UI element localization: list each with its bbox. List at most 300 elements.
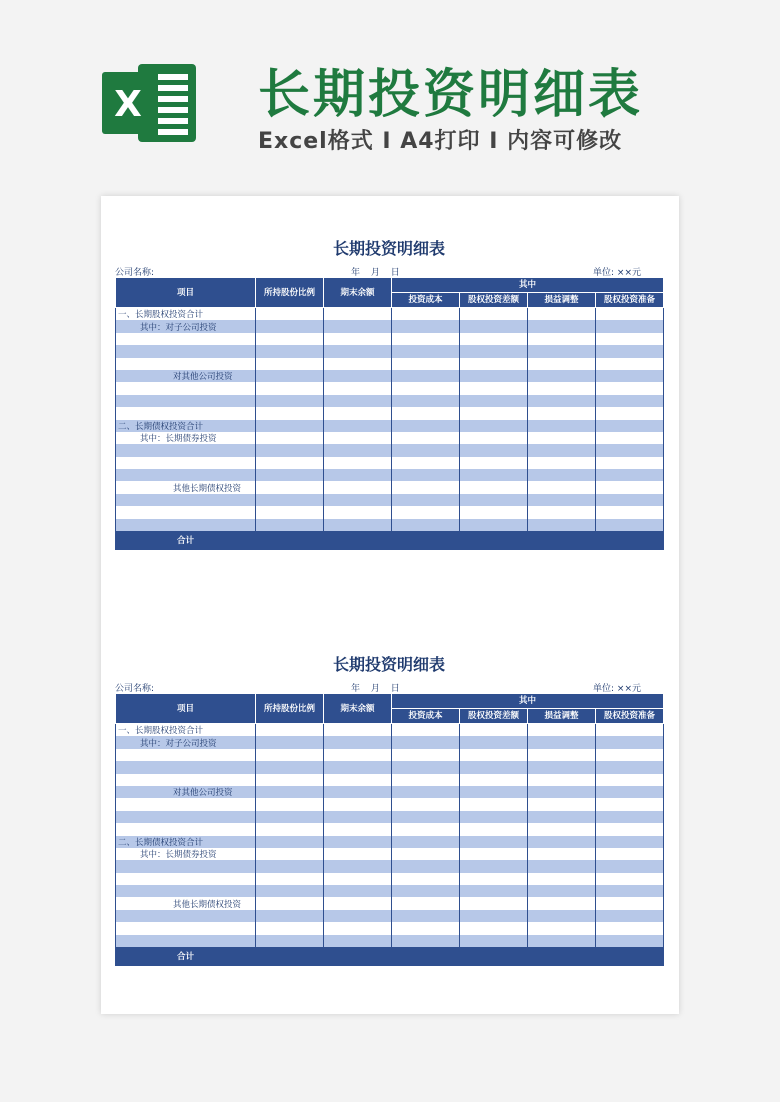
cell[interactable] bbox=[256, 506, 324, 518]
cell[interactable] bbox=[460, 519, 528, 531]
cell[interactable] bbox=[528, 407, 596, 419]
cell[interactable] bbox=[256, 811, 324, 823]
row-label[interactable] bbox=[116, 873, 256, 885]
row-label[interactable] bbox=[116, 494, 256, 506]
cell[interactable] bbox=[528, 506, 596, 518]
cell[interactable] bbox=[596, 860, 664, 872]
cell[interactable] bbox=[528, 444, 596, 456]
cell[interactable] bbox=[596, 811, 664, 823]
cell[interactable] bbox=[324, 320, 392, 332]
cell[interactable] bbox=[528, 885, 596, 897]
cell[interactable] bbox=[460, 836, 528, 848]
cell[interactable] bbox=[256, 836, 324, 848]
cell[interactable] bbox=[324, 370, 392, 382]
cell[interactable] bbox=[528, 774, 596, 786]
cell[interactable] bbox=[596, 786, 664, 798]
row-label[interactable]: 对其他公司投资 bbox=[116, 786, 256, 798]
row-label[interactable]: 二、长期债权投资合计 bbox=[116, 836, 256, 848]
row-label[interactable]: 其中：长期债券投资 bbox=[116, 848, 256, 860]
cell[interactable] bbox=[528, 382, 596, 394]
cell[interactable] bbox=[256, 823, 324, 835]
cell[interactable] bbox=[460, 444, 528, 456]
total-cell[interactable] bbox=[528, 947, 596, 966]
row-label[interactable]: 一、长期股权投资合计 bbox=[116, 724, 256, 737]
cell[interactable] bbox=[460, 897, 528, 909]
cell[interactable] bbox=[596, 873, 664, 885]
cell[interactable] bbox=[392, 910, 460, 922]
cell[interactable] bbox=[324, 848, 392, 860]
cell[interactable] bbox=[596, 823, 664, 835]
cell[interactable] bbox=[256, 358, 324, 370]
header-sub: 股权投资准备 bbox=[596, 709, 664, 724]
cell[interactable] bbox=[324, 432, 392, 444]
cell[interactable] bbox=[392, 885, 460, 897]
cell[interactable] bbox=[324, 910, 392, 922]
row-label[interactable]: 其中：对子公司投资 bbox=[116, 736, 256, 748]
cell[interactable] bbox=[596, 897, 664, 909]
cell[interactable] bbox=[528, 395, 596, 407]
cell[interactable] bbox=[528, 457, 596, 469]
cell[interactable] bbox=[324, 481, 392, 493]
total-cell[interactable] bbox=[596, 531, 664, 550]
cell[interactable] bbox=[460, 407, 528, 419]
table-row bbox=[116, 774, 664, 786]
cell[interactable] bbox=[324, 774, 392, 786]
cell[interactable] bbox=[460, 308, 528, 321]
cell[interactable] bbox=[528, 481, 596, 493]
cell[interactable] bbox=[460, 432, 528, 444]
cell[interactable] bbox=[596, 345, 664, 357]
cell[interactable] bbox=[392, 922, 460, 934]
cell[interactable] bbox=[460, 848, 528, 860]
table-row bbox=[116, 823, 664, 835]
cell[interactable] bbox=[256, 873, 324, 885]
row-label[interactable] bbox=[116, 922, 256, 934]
cell[interactable] bbox=[596, 922, 664, 934]
cell[interactable] bbox=[528, 494, 596, 506]
cell[interactable] bbox=[460, 382, 528, 394]
cell[interactable] bbox=[324, 358, 392, 370]
cell[interactable] bbox=[392, 848, 460, 860]
cell[interactable] bbox=[528, 724, 596, 737]
sheet-title: 长期投资明细表 bbox=[332, 655, 445, 674]
total-row bbox=[116, 947, 664, 966]
cell[interactable] bbox=[596, 798, 664, 810]
cell[interactable] bbox=[324, 333, 392, 345]
cell[interactable] bbox=[460, 395, 528, 407]
cell[interactable] bbox=[528, 935, 596, 947]
row-label[interactable] bbox=[116, 444, 256, 456]
row-label[interactable] bbox=[116, 774, 256, 786]
banner bbox=[0, 0, 780, 190]
cell[interactable] bbox=[528, 798, 596, 810]
cell[interactable] bbox=[460, 736, 528, 748]
header-balance: 期末余额 bbox=[324, 694, 392, 724]
cell[interactable] bbox=[528, 519, 596, 531]
row-label[interactable] bbox=[116, 860, 256, 872]
cell[interactable] bbox=[256, 724, 324, 737]
cell[interactable] bbox=[596, 774, 664, 786]
svg-text:X: X bbox=[114, 84, 142, 125]
cell[interactable] bbox=[596, 333, 664, 345]
cell[interactable] bbox=[324, 897, 392, 909]
cell[interactable] bbox=[528, 897, 596, 909]
row-label[interactable] bbox=[116, 823, 256, 835]
cell[interactable] bbox=[460, 370, 528, 382]
cell[interactable] bbox=[324, 407, 392, 419]
cell[interactable] bbox=[596, 481, 664, 493]
cell[interactable] bbox=[256, 469, 324, 481]
header-sub: 投资成本 bbox=[392, 709, 460, 724]
cell[interactable] bbox=[324, 519, 392, 531]
table-row bbox=[116, 420, 664, 432]
cell[interactable] bbox=[256, 308, 324, 321]
cell[interactable] bbox=[528, 308, 596, 321]
cell[interactable] bbox=[460, 494, 528, 506]
cell[interactable] bbox=[256, 798, 324, 810]
cell[interactable] bbox=[324, 823, 392, 835]
cell[interactable] bbox=[256, 860, 324, 872]
cell[interactable] bbox=[256, 848, 324, 860]
cell[interactable] bbox=[256, 407, 324, 419]
cell[interactable] bbox=[256, 481, 324, 493]
cell[interactable] bbox=[528, 860, 596, 872]
cell[interactable] bbox=[392, 724, 460, 737]
cell[interactable] bbox=[596, 382, 664, 394]
row-label[interactable] bbox=[116, 749, 256, 761]
cell[interactable] bbox=[392, 873, 460, 885]
cell[interactable] bbox=[528, 358, 596, 370]
row-label[interactable]: 其中：对子公司投资 bbox=[116, 320, 256, 332]
cell[interactable] bbox=[528, 910, 596, 922]
sheet-title: 长期投资明细表 bbox=[332, 239, 445, 258]
cell[interactable] bbox=[324, 885, 392, 897]
cell[interactable] bbox=[392, 358, 460, 370]
cell[interactable] bbox=[256, 370, 324, 382]
cell[interactable] bbox=[324, 836, 392, 848]
cell[interactable] bbox=[324, 749, 392, 761]
cell[interactable] bbox=[392, 469, 460, 481]
cell[interactable] bbox=[392, 798, 460, 810]
cell[interactable] bbox=[460, 798, 528, 810]
total-row bbox=[116, 531, 664, 550]
row-label[interactable]: 一、长期股权投资合计 bbox=[116, 308, 256, 321]
cell[interactable] bbox=[324, 922, 392, 934]
ledger-table bbox=[115, 693, 664, 966]
cell[interactable] bbox=[460, 860, 528, 872]
row-label[interactable]: 二、长期债权投资合计 bbox=[116, 420, 256, 432]
cell[interactable] bbox=[392, 519, 460, 531]
cell[interactable] bbox=[596, 519, 664, 531]
table-row bbox=[116, 432, 664, 444]
cell[interactable] bbox=[256, 910, 324, 922]
cell[interactable] bbox=[596, 457, 664, 469]
cell[interactable] bbox=[324, 345, 392, 357]
table-row bbox=[116, 922, 664, 934]
cell[interactable] bbox=[528, 848, 596, 860]
row-label[interactable] bbox=[116, 910, 256, 922]
cell[interactable] bbox=[528, 922, 596, 934]
cell[interactable] bbox=[528, 420, 596, 432]
cell[interactable] bbox=[256, 494, 324, 506]
excel-icon bbox=[100, 60, 200, 146]
cell[interactable] bbox=[392, 444, 460, 456]
cell[interactable] bbox=[460, 786, 528, 798]
cell[interactable] bbox=[460, 469, 528, 481]
cell[interactable] bbox=[392, 320, 460, 332]
cell[interactable] bbox=[392, 935, 460, 947]
cell[interactable] bbox=[324, 724, 392, 737]
cell[interactable] bbox=[256, 736, 324, 748]
total-cell[interactable] bbox=[460, 531, 528, 550]
cell[interactable] bbox=[392, 774, 460, 786]
cell[interactable] bbox=[596, 836, 664, 848]
cell[interactable] bbox=[528, 333, 596, 345]
cell[interactable] bbox=[324, 382, 392, 394]
cell[interactable] bbox=[460, 885, 528, 897]
cell[interactable] bbox=[324, 761, 392, 773]
total-cell[interactable] bbox=[596, 947, 664, 966]
table-row bbox=[116, 494, 664, 506]
cell[interactable] bbox=[256, 786, 324, 798]
cell[interactable] bbox=[528, 432, 596, 444]
cell[interactable] bbox=[596, 506, 664, 518]
cell[interactable] bbox=[596, 395, 664, 407]
table-row bbox=[116, 848, 664, 860]
row-label[interactable] bbox=[116, 798, 256, 810]
cell[interactable] bbox=[256, 761, 324, 773]
cell[interactable] bbox=[392, 420, 460, 432]
cell[interactable] bbox=[392, 407, 460, 419]
cell[interactable] bbox=[392, 836, 460, 848]
cell[interactable] bbox=[596, 358, 664, 370]
cell[interactable] bbox=[596, 469, 664, 481]
cell[interactable] bbox=[324, 444, 392, 456]
row-label[interactable]: 其他长期债权投资 bbox=[116, 897, 256, 909]
cell[interactable] bbox=[460, 333, 528, 345]
cell[interactable] bbox=[256, 935, 324, 947]
cell[interactable] bbox=[460, 358, 528, 370]
cell[interactable] bbox=[528, 823, 596, 835]
row-label[interactable] bbox=[116, 457, 256, 469]
cell[interactable] bbox=[392, 897, 460, 909]
cell[interactable] bbox=[324, 798, 392, 810]
row-label[interactable] bbox=[116, 469, 256, 481]
ledger-sheet-1 bbox=[115, 236, 663, 550]
cell[interactable] bbox=[256, 444, 324, 456]
cell[interactable] bbox=[392, 811, 460, 823]
total-cell[interactable] bbox=[324, 531, 392, 550]
cell[interactable] bbox=[596, 432, 664, 444]
cell[interactable] bbox=[460, 506, 528, 518]
cell[interactable] bbox=[596, 320, 664, 332]
cell[interactable] bbox=[460, 320, 528, 332]
cell[interactable] bbox=[324, 420, 392, 432]
sheet-info-row bbox=[115, 265, 663, 277]
cell[interactable] bbox=[392, 308, 460, 321]
table-row bbox=[116, 860, 664, 872]
total-cell[interactable] bbox=[256, 531, 324, 550]
cell[interactable] bbox=[528, 761, 596, 773]
cell[interactable] bbox=[256, 774, 324, 786]
cell[interactable] bbox=[596, 420, 664, 432]
cell[interactable] bbox=[596, 494, 664, 506]
cell[interactable] bbox=[392, 494, 460, 506]
cell[interactable] bbox=[460, 761, 528, 773]
cell[interactable] bbox=[324, 457, 392, 469]
cell[interactable] bbox=[596, 736, 664, 748]
cell[interactable] bbox=[256, 897, 324, 909]
table-row bbox=[116, 506, 664, 518]
cell[interactable] bbox=[460, 774, 528, 786]
row-label[interactable] bbox=[116, 395, 256, 407]
header-ratio: 所持股份比例 bbox=[256, 694, 324, 724]
cell[interactable] bbox=[392, 823, 460, 835]
cell[interactable] bbox=[392, 749, 460, 761]
table-row bbox=[116, 786, 664, 798]
cell[interactable] bbox=[460, 823, 528, 835]
table-row bbox=[116, 308, 664, 321]
table-row bbox=[116, 444, 664, 456]
cell[interactable] bbox=[256, 457, 324, 469]
cell[interactable] bbox=[392, 736, 460, 748]
table-row bbox=[116, 519, 664, 531]
row-label[interactable] bbox=[116, 506, 256, 518]
total-label: 合计 bbox=[116, 947, 256, 966]
cell[interactable] bbox=[324, 873, 392, 885]
banner-title: 长期投资明细表 bbox=[258, 65, 644, 125]
cell[interactable] bbox=[324, 395, 392, 407]
cell[interactable] bbox=[324, 506, 392, 518]
cell[interactable] bbox=[460, 345, 528, 357]
cell[interactable] bbox=[596, 749, 664, 761]
cell[interactable] bbox=[460, 922, 528, 934]
cell[interactable] bbox=[256, 333, 324, 345]
cell[interactable] bbox=[528, 873, 596, 885]
cell[interactable] bbox=[528, 749, 596, 761]
cell[interactable] bbox=[460, 811, 528, 823]
cell[interactable] bbox=[392, 333, 460, 345]
row-label[interactable]: 其他长期债权投资 bbox=[116, 481, 256, 493]
ledger-table bbox=[115, 277, 664, 550]
header-sub: 损益调整 bbox=[528, 709, 596, 724]
cell[interactable] bbox=[596, 848, 664, 860]
cell[interactable] bbox=[596, 724, 664, 737]
cell[interactable] bbox=[324, 935, 392, 947]
cell[interactable] bbox=[392, 395, 460, 407]
cell[interactable] bbox=[596, 407, 664, 419]
row-label[interactable] bbox=[116, 811, 256, 823]
total-cell[interactable] bbox=[256, 947, 324, 966]
cell[interactable] bbox=[596, 761, 664, 773]
row-label[interactable] bbox=[116, 407, 256, 419]
cell[interactable] bbox=[392, 370, 460, 382]
row-label[interactable] bbox=[116, 519, 256, 531]
cell[interactable] bbox=[256, 922, 324, 934]
cell[interactable] bbox=[596, 885, 664, 897]
cell[interactable] bbox=[460, 420, 528, 432]
header-sub: 股权投资差额 bbox=[460, 709, 528, 724]
cell[interactable] bbox=[596, 308, 664, 321]
row-label[interactable] bbox=[116, 382, 256, 394]
cell[interactable] bbox=[596, 910, 664, 922]
cell[interactable] bbox=[596, 370, 664, 382]
cell[interactable] bbox=[392, 457, 460, 469]
cell[interactable] bbox=[256, 885, 324, 897]
total-cell[interactable] bbox=[460, 947, 528, 966]
table-row bbox=[116, 736, 664, 748]
cell[interactable] bbox=[528, 320, 596, 332]
cell[interactable] bbox=[460, 935, 528, 947]
cell[interactable] bbox=[528, 836, 596, 848]
cell[interactable] bbox=[528, 370, 596, 382]
cell[interactable] bbox=[596, 935, 664, 947]
cell[interactable] bbox=[392, 786, 460, 798]
row-label[interactable] bbox=[116, 935, 256, 947]
cell[interactable] bbox=[392, 345, 460, 357]
row-label[interactable] bbox=[116, 761, 256, 773]
cell[interactable] bbox=[256, 432, 324, 444]
total-cell[interactable] bbox=[528, 531, 596, 550]
cell[interactable] bbox=[596, 444, 664, 456]
ledger-sheet-2 bbox=[115, 652, 663, 966]
cell[interactable] bbox=[392, 432, 460, 444]
cell[interactable] bbox=[392, 506, 460, 518]
cell[interactable] bbox=[460, 910, 528, 922]
cell[interactable] bbox=[460, 724, 528, 737]
cell[interactable] bbox=[528, 345, 596, 357]
cell[interactable] bbox=[392, 382, 460, 394]
cell[interactable] bbox=[460, 749, 528, 761]
cell[interactable] bbox=[392, 761, 460, 773]
cell[interactable] bbox=[392, 860, 460, 872]
cell[interactable] bbox=[256, 395, 324, 407]
cell[interactable] bbox=[528, 811, 596, 823]
row-label[interactable]: 对其他公司投资 bbox=[116, 370, 256, 382]
cell[interactable] bbox=[460, 873, 528, 885]
cell[interactable] bbox=[256, 519, 324, 531]
table-row bbox=[116, 320, 664, 332]
cell[interactable] bbox=[324, 494, 392, 506]
row-label[interactable] bbox=[116, 345, 256, 357]
cell[interactable] bbox=[256, 382, 324, 394]
row-label[interactable] bbox=[116, 885, 256, 897]
total-cell[interactable] bbox=[392, 531, 460, 550]
cell[interactable] bbox=[256, 749, 324, 761]
table-row bbox=[116, 395, 664, 407]
total-cell[interactable] bbox=[324, 947, 392, 966]
cell[interactable] bbox=[528, 736, 596, 748]
cell[interactable] bbox=[324, 469, 392, 481]
cell[interactable] bbox=[324, 860, 392, 872]
cell[interactable] bbox=[324, 786, 392, 798]
cell[interactable] bbox=[460, 481, 528, 493]
cell[interactable] bbox=[324, 811, 392, 823]
total-cell[interactable] bbox=[392, 947, 460, 966]
row-label[interactable] bbox=[116, 333, 256, 345]
cell[interactable] bbox=[528, 469, 596, 481]
cell[interactable] bbox=[528, 786, 596, 798]
cell[interactable] bbox=[256, 345, 324, 357]
cell[interactable] bbox=[460, 457, 528, 469]
cell[interactable] bbox=[324, 736, 392, 748]
cell[interactable] bbox=[256, 420, 324, 432]
row-label[interactable] bbox=[116, 358, 256, 370]
cell[interactable] bbox=[256, 320, 324, 332]
cell[interactable] bbox=[392, 481, 460, 493]
row-label[interactable]: 其中：长期债券投资 bbox=[116, 432, 256, 444]
cell[interactable] bbox=[324, 308, 392, 321]
